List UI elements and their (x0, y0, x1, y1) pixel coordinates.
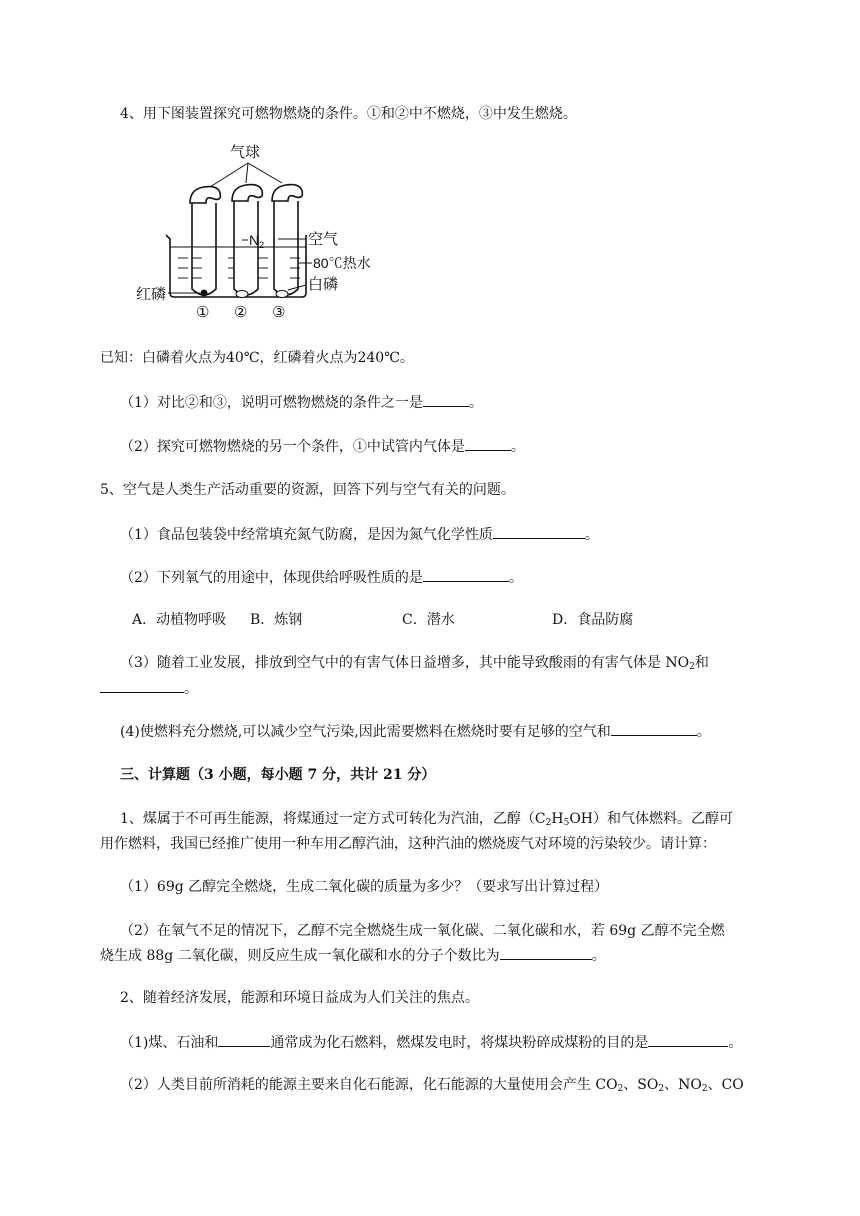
q5-sub2-blank[interactable] (423, 567, 509, 582)
q5-sub1-blank[interactable] (493, 524, 585, 539)
q5-options (132, 610, 633, 630)
tube-label-3: ③ (272, 303, 286, 321)
q5-sub4-blank[interactable] (611, 721, 697, 736)
option-b[interactable]: B．炼钢 (250, 612, 303, 628)
white-phosphorus-3 (276, 291, 288, 298)
q4-sub2: （2）探究可燃物燃烧的另一个条件，①中试管内气体是 。 (120, 436, 525, 457)
q5-sub4: (4)使燃料充分燃烧,可以减少空气污染,因此需要燃料在燃烧时要有足够的空气和 。 (120, 721, 711, 742)
q5-sub1: （1）食品包装袋中经常填充氮气防腐，是因为氮气化学性质 。 (120, 524, 599, 545)
hot-water-dashes (178, 258, 300, 278)
c2-sub2: （2）人类目前所消耗的能源主要来自化石能源，化石能源的大量使用会产生 $CO_2$、$SO_2$、$NO_2$、CO (120, 1077, 744, 1094)
c1-sub2-blank[interactable] (500, 945, 592, 960)
q5-sub3-blank[interactable] (100, 678, 184, 693)
q4-stem: 4、用下图装置探究可燃物燃烧的条件。①和②中不燃烧，③中发生燃烧。 (120, 106, 577, 122)
q4-sub1: （1）对比②和③，说明可燃物燃烧的条件之一是 。 (120, 392, 483, 413)
option-a[interactable]: A．动植物呼吸 (132, 612, 227, 628)
option-c[interactable]: C．潜水 (402, 612, 455, 628)
c2-sub1: （1)煤、石油和 通常成为化石燃料，燃煤发电时，将煤块粉碎成煤粉的目的是 。 (120, 1032, 742, 1053)
section3-title: 三、计算题（3 小题，每小题 7 分，共计 21 分） (120, 767, 436, 783)
air-label: 空气 (308, 231, 339, 248)
c1-sub2-cont: 烧生成 88g 二氧化碳，则反应生成一氧化碳和水的分子个数比为 。 (100, 945, 606, 966)
c2-sub1-blank2[interactable] (648, 1032, 728, 1047)
combustion-apparatus-diagram (130, 143, 400, 323)
white-phosphorus-2 (236, 291, 248, 298)
c1-stem: 1、煤属于不可再生能源，将煤通过一定方式可转化为汽油，乙醇$(C_2H_5OH)$和气体燃料。乙醇可 (120, 811, 733, 828)
beaker (166, 235, 306, 297)
tube-label-2: ② (234, 303, 248, 321)
balloons (190, 185, 302, 203)
white-phosphorus-label: 白磷 (308, 276, 339, 293)
q5-sub3-cont: 。 (100, 678, 198, 699)
c1-sub2: （2）在氧气不足的情况下，乙醇不完全燃烧生成一氧化碳、二氧化碳和水，若 69g 乙醇不完全燃 (120, 923, 725, 939)
hot-water-label: 80℃热水 (313, 255, 371, 271)
c2-sub1-blank1[interactable] (218, 1032, 270, 1047)
test-tube-2 (234, 201, 258, 295)
option-d[interactable]: D．食品防腐 (552, 612, 634, 628)
q4-sub2-blank[interactable] (465, 436, 511, 451)
q5-sub3: （3）随着工业发展，排放到空气中的有害气体日益增多，其中能导致酸雨的有害气体是 $NO_2$和 (120, 655, 709, 672)
c1-stem2: 用作燃料，我国已经推广使用一种车用乙醇汽油，这种汽油的燃烧废气对环境的污染较少。请计算： (100, 836, 716, 852)
q5-stem: 5、空气是人类生产活动重要的资源，回答下列与空气有关的问题。 (100, 482, 515, 498)
q4-sub1-blank[interactable] (423, 392, 469, 407)
q5-sub2: （2）下列氧气的用途中，体现供给呼吸性质的是 。 (120, 567, 523, 588)
tube-label-1: ① (196, 303, 210, 321)
balloon-label: 气球 (230, 144, 261, 161)
test-tube-1 (192, 203, 216, 295)
red-phosphorus (201, 290, 208, 297)
red-phosphorus-label: 红磷 (136, 286, 167, 303)
c1-sub1: （1）69g 乙醇完全燃烧，生成二氧化碳的质量为多少？（要求写出计算过程） (120, 879, 609, 895)
test-tube-3 (274, 201, 298, 295)
c2-stem: 2、随着经济发展，能源和环境日益成为人们关注的焦点。 (120, 990, 479, 1006)
n2-label: $N_2$ (249, 232, 265, 250)
q4-known: 已知：白磷着火点为40℃，红磷着火点为240℃。 (100, 350, 414, 366)
